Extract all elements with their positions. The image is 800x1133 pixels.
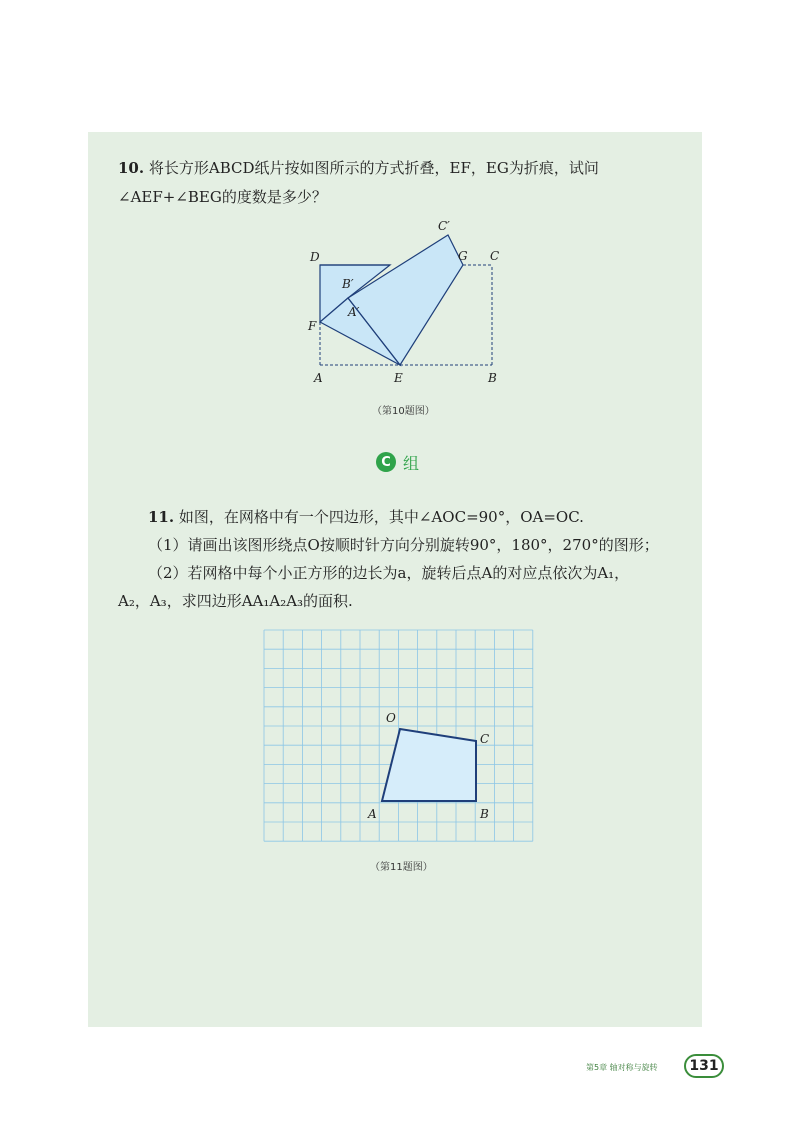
label-A: A	[314, 371, 323, 385]
problem-11-line-3: （2）若网格中每个小正方形的边长为a，旋转后点A的对应点依次为A₁，	[148, 564, 630, 582]
problem-11-line-1	[148, 507, 584, 527]
problem-10-line-2: ∠AEF+∠BEG的度数是多少？	[118, 188, 327, 206]
problem-10-number: 10.	[118, 159, 145, 177]
label-B-prime: B′	[342, 277, 354, 291]
problem-10-text-1: 将长方形ABCD纸片按如图所示的方式折叠，EF，EG为折痕，试问	[148, 159, 599, 177]
label-C-grid: C	[480, 732, 490, 746]
label-B-grid: B	[480, 807, 489, 821]
grid-figure	[260, 628, 540, 844]
label-A-grid: A	[368, 807, 377, 821]
label-D: D	[310, 250, 320, 264]
problem-11-number: 11.	[148, 508, 175, 526]
label-B: B	[488, 371, 497, 385]
label-F: F	[308, 319, 317, 333]
label-E: E	[394, 371, 403, 385]
label-C: C	[490, 249, 500, 263]
group-c-badge: C	[376, 452, 396, 472]
label-O: O	[386, 711, 396, 725]
figure-11-caption: （第11题图）	[370, 862, 433, 873]
problem-10-line-1	[118, 158, 599, 178]
page-number: 131	[684, 1054, 724, 1078]
problem-11-line-4: A₂，A₃，求四边形AA₁A₂A₃的面积.	[118, 592, 353, 610]
fold-diagram	[300, 210, 520, 400]
footer-chapter: 第5章 轴对称与旋转	[586, 1063, 658, 1072]
label-C-prime: C′	[438, 219, 450, 233]
label-G: G	[458, 249, 468, 263]
group-c-header	[376, 450, 419, 474]
label-A-prime: A′	[348, 305, 360, 319]
quadrilateral-AOCB	[382, 729, 476, 801]
figure-10-caption: （第10题图）	[372, 406, 435, 417]
group-c-label: 组	[403, 453, 420, 473]
problem-11-line-2: （1）请画出该图形绕点O按顺时针方向分别旋转90°，180°，270°的图形；	[148, 536, 659, 554]
problem-11-text-1: 如图，在网格中有一个四边形，其中∠AOC=90°，OA=OC.	[178, 508, 584, 526]
